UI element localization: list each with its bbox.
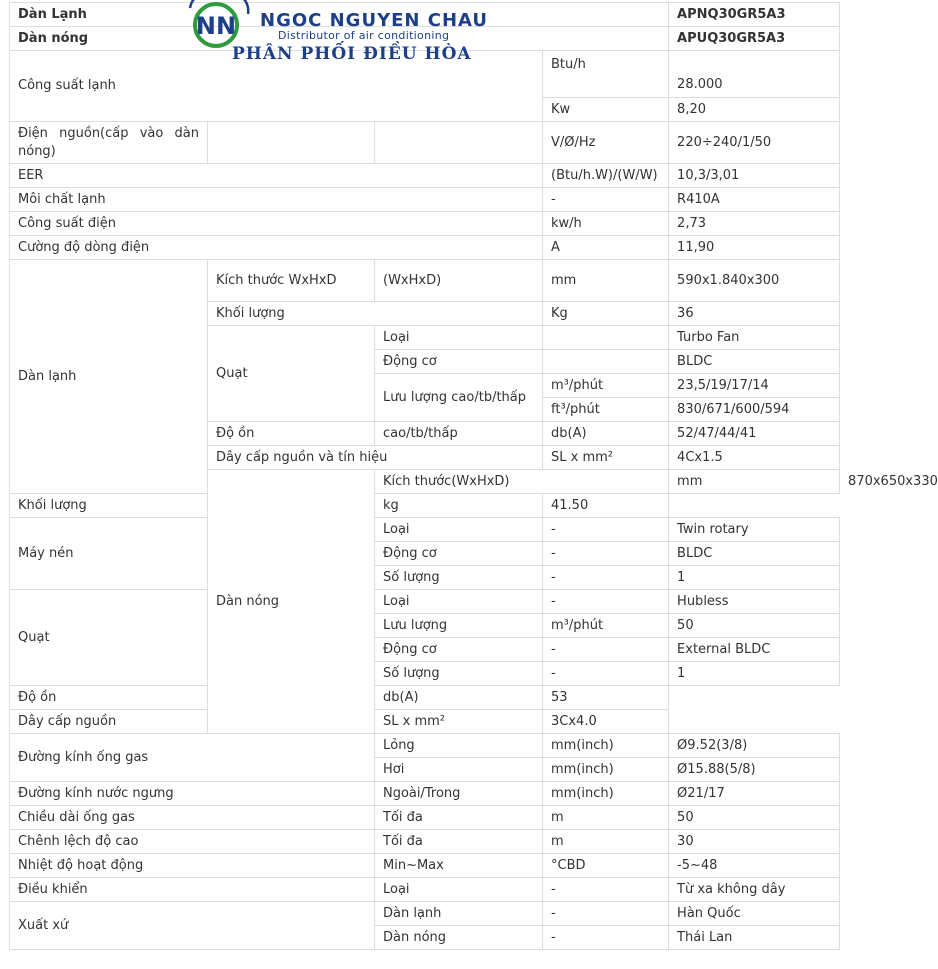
empty-cell xyxy=(543,326,669,350)
indoor-dimensions-sub: (WxHxD) xyxy=(375,260,543,302)
outdoor-fan-count-value: 1 xyxy=(669,662,840,686)
power-supply-value: 220÷240/1/50 xyxy=(669,122,840,164)
origin-outdoor-label: Dàn nóng xyxy=(375,926,543,950)
pipe-length-sub: Tối đa xyxy=(375,806,543,830)
control-sub: Loại xyxy=(375,878,543,902)
table-row xyxy=(10,878,840,902)
height-diff-unit: m xyxy=(543,830,669,854)
outdoor-fan-type-label: Loại xyxy=(375,590,543,614)
refrigerant-value: R410A xyxy=(669,188,840,212)
refrigerant-label: Môi chất lạnh xyxy=(10,188,543,212)
outdoor-fan-type-unit: - xyxy=(543,590,669,614)
outdoor-dimensions-unit: mm xyxy=(669,470,840,494)
operating-temp-value: -5~48 xyxy=(669,854,840,878)
eer-unit: (Btu/h.W)/(W/W) xyxy=(543,164,669,188)
outdoor-noise-unit: db(A) xyxy=(375,686,543,710)
origin-outdoor-unit: - xyxy=(543,926,669,950)
outdoor-fan-type-value: Hubless xyxy=(669,590,840,614)
indoor-fan-type-label: Loại xyxy=(375,326,543,350)
outdoor-weight-value: 41.50 xyxy=(543,494,669,518)
table-row xyxy=(10,782,840,806)
indoor-weight-label: Khối lượng xyxy=(208,302,543,326)
indoor-noise-label: Độ ồn xyxy=(208,422,375,446)
table-row xyxy=(10,27,840,51)
indoor-weight-unit: Kg xyxy=(543,302,669,326)
indoor-fan-airflow-unit-2: ft³/phút xyxy=(543,398,669,422)
table-row xyxy=(10,260,840,302)
cooling-capacity-label: Công suất lạnh xyxy=(10,51,543,122)
indoor-cable-unit: SL x mm² xyxy=(543,446,669,470)
outdoor-fan-count-label: Số lượng xyxy=(375,662,543,686)
height-diff-value: 30 xyxy=(669,830,840,854)
indoor-noise-value: 52/47/44/41 xyxy=(669,422,840,446)
gas-pipe-liquid-value: Ø9.52(3/8) xyxy=(669,734,840,758)
outdoor-cable-unit: SL x mm² xyxy=(375,710,543,734)
table-row xyxy=(10,734,840,758)
indoor-fan-airflow-label: Lưu lượng cao/tb/thấp xyxy=(375,374,543,422)
outdoor-cable-value: 3Cx4.0 xyxy=(543,710,669,734)
table-row xyxy=(10,188,840,212)
indoor-fan-motor-label: Động cơ xyxy=(375,350,543,374)
drain-pipe-label: Đường kính nước ngưng xyxy=(10,782,375,806)
operating-temp-label: Nhiệt độ hoạt động xyxy=(10,854,375,878)
cooling-capacity-unit-btu: Btu/h xyxy=(543,51,669,98)
power-input-unit: kw/h xyxy=(543,212,669,236)
compressor-motor-label: Động cơ xyxy=(375,542,543,566)
control-value: Từ xa không dây xyxy=(669,878,840,902)
outdoor-fan-motor-unit: - xyxy=(543,638,669,662)
table-row xyxy=(10,854,840,878)
control-label: Điều khiển xyxy=(10,878,375,902)
outdoor-fan-airflow-value: 50 xyxy=(669,614,840,638)
refrigerant-unit: - xyxy=(543,188,669,212)
table-row xyxy=(10,51,840,98)
outdoor-fan-label: Quạt xyxy=(10,590,208,686)
table-row: Dàn nóng Kích thước(WxHxD) mm 870x650x330 xyxy=(10,470,840,494)
indoor-section-label: Dàn lạnh xyxy=(10,260,208,494)
table-row xyxy=(10,164,840,188)
eer-label: EER xyxy=(10,164,543,188)
origin-indoor-unit: - xyxy=(543,902,669,926)
height-diff-sub: Tối đa xyxy=(375,830,543,854)
table-row xyxy=(10,3,840,27)
origin-label: Xuất xứ xyxy=(10,902,375,950)
company-name: NGOC NGUYEN CHAU xyxy=(260,10,489,31)
compressor-count-label: Số lượng xyxy=(375,566,543,590)
indoor-dimensions-value: 590x1.840x300 xyxy=(669,260,840,302)
outdoor-dimensions-label: Kích thước(WxHxD) xyxy=(375,470,669,494)
cooling-capacity-value-kw: 8,20 xyxy=(669,98,840,122)
origin-indoor-value: Hàn Quốc xyxy=(669,902,840,926)
origin-indoor-label: Dàn lạnh xyxy=(375,902,543,926)
indoor-fan-type-value: Turbo Fan xyxy=(669,326,840,350)
outdoor-section-label: Dàn nóng xyxy=(208,470,375,734)
company-slogan: PHÂN PHỐI ĐIỀU HÒA xyxy=(232,44,472,64)
compressor-type-value: Twin rotary xyxy=(669,518,840,542)
eer-value: 10,3/3,01 xyxy=(669,164,840,188)
operating-temp-unit: °CBD xyxy=(543,854,669,878)
gas-pipe-label: Đường kính ống gas xyxy=(10,734,375,782)
current-value: 11,90 xyxy=(669,236,840,260)
indoor-noise-sub: cao/tb/thấp xyxy=(375,422,543,446)
drain-pipe-value: Ø21/17 xyxy=(669,782,840,806)
outdoor-noise-label: Độ ồn xyxy=(10,686,375,710)
drain-pipe-unit: mm(inch) xyxy=(543,782,669,806)
pipe-length-value: 50 xyxy=(669,806,840,830)
pipe-length-unit: m xyxy=(543,806,669,830)
company-tagline: Distributor of air conditioning xyxy=(278,29,450,42)
cooling-capacity-value-btu: 28.000 xyxy=(669,51,840,98)
compressor-motor-value: BLDC xyxy=(669,542,840,566)
indoor-fan-motor-value: BLDC xyxy=(669,350,840,374)
spec-table xyxy=(9,2,938,950)
compressor-count-unit: - xyxy=(543,566,669,590)
power-input-label: Công suất điện xyxy=(10,212,543,236)
outdoor-cable-label: Dây cấp nguồn xyxy=(10,710,375,734)
power-input-value: 2,73 xyxy=(669,212,840,236)
outdoor-model-number: APUQ30GR5A3 xyxy=(669,27,840,51)
indoor-fan-label: Quạt xyxy=(208,326,375,422)
outdoor-weight-unit: kg xyxy=(375,494,543,518)
compressor-count-value: 1 xyxy=(669,566,840,590)
outdoor-header-label: Dàn nóng xyxy=(10,27,669,51)
table-row xyxy=(10,518,840,542)
compressor-motor-unit: - xyxy=(543,542,669,566)
compressor-label: Máy nén xyxy=(10,518,208,590)
indoor-cable-value: 4Cx1.5 xyxy=(669,446,840,470)
outdoor-fan-airflow-unit: m³/phút xyxy=(543,614,669,638)
gas-pipe-gas-label: Hơi xyxy=(375,758,543,782)
empty-cell xyxy=(375,122,543,164)
power-supply-label: Điện nguồn(cấp vào dàn nóng) xyxy=(10,122,208,164)
table-row xyxy=(10,710,840,734)
current-label: Cường độ dòng điện xyxy=(10,236,543,260)
indoor-dimensions-label: Kích thước WxHxD xyxy=(208,260,375,302)
table-row xyxy=(10,122,840,164)
table-row xyxy=(10,806,840,830)
operating-temp-sub: Min~Max xyxy=(375,854,543,878)
gas-pipe-gas-unit: mm(inch) xyxy=(543,758,669,782)
indoor-model-number: APNQ30GR5A3 xyxy=(669,3,840,27)
empty-cell xyxy=(543,350,669,374)
drain-pipe-sub: Ngoài/Trong xyxy=(375,782,543,806)
indoor-dimensions-unit: mm xyxy=(543,260,669,302)
indoor-cable-label: Dây cấp nguồn và tín hiệu xyxy=(208,446,543,470)
logo-monogram: NN xyxy=(195,12,237,40)
control-unit: - xyxy=(543,878,669,902)
outdoor-fan-motor-value: External BLDC xyxy=(669,638,840,662)
table-row xyxy=(10,494,840,518)
outdoor-noise-value: 53 xyxy=(543,686,669,710)
current-unit: A xyxy=(543,236,669,260)
compressor-type-unit: - xyxy=(543,518,669,542)
height-diff-label: Chênh lệch độ cao xyxy=(10,830,375,854)
empty-cell xyxy=(208,122,375,164)
table-row xyxy=(10,902,840,926)
table-row xyxy=(10,212,840,236)
outdoor-fan-motor-label: Động cơ xyxy=(375,638,543,662)
origin-outdoor-value: Thái Lan xyxy=(669,926,840,950)
gas-pipe-gas-value: Ø15.88(5/8) xyxy=(669,758,840,782)
table-row xyxy=(10,686,840,710)
compressor-type-label: Loại xyxy=(375,518,543,542)
gas-pipe-liquid-label: Lỏng xyxy=(375,734,543,758)
power-supply-unit: V/Ø/Hz xyxy=(543,122,669,164)
indoor-fan-airflow-value-1: 23,5/19/17/14 xyxy=(669,374,840,398)
gas-pipe-liquid-unit: mm(inch) xyxy=(543,734,669,758)
table-row xyxy=(10,236,840,260)
indoor-fan-airflow-unit-1: m³/phút xyxy=(543,374,669,398)
outdoor-fan-airflow-label: Lưu lượng xyxy=(375,614,543,638)
table-row xyxy=(10,830,840,854)
outdoor-weight-label: Khối lượng xyxy=(10,494,375,518)
indoor-header-label: Dàn Lạnh xyxy=(10,3,669,27)
cooling-capacity-unit-kw: Kw xyxy=(543,98,669,122)
table-row xyxy=(10,590,840,614)
pipe-length-label: Chiều dài ống gas xyxy=(10,806,375,830)
outdoor-fan-count-unit: - xyxy=(543,662,669,686)
indoor-fan-airflow-value-2: 830/671/600/594 xyxy=(669,398,840,422)
indoor-noise-unit: db(A) xyxy=(543,422,669,446)
indoor-weight-value: 36 xyxy=(669,302,840,326)
